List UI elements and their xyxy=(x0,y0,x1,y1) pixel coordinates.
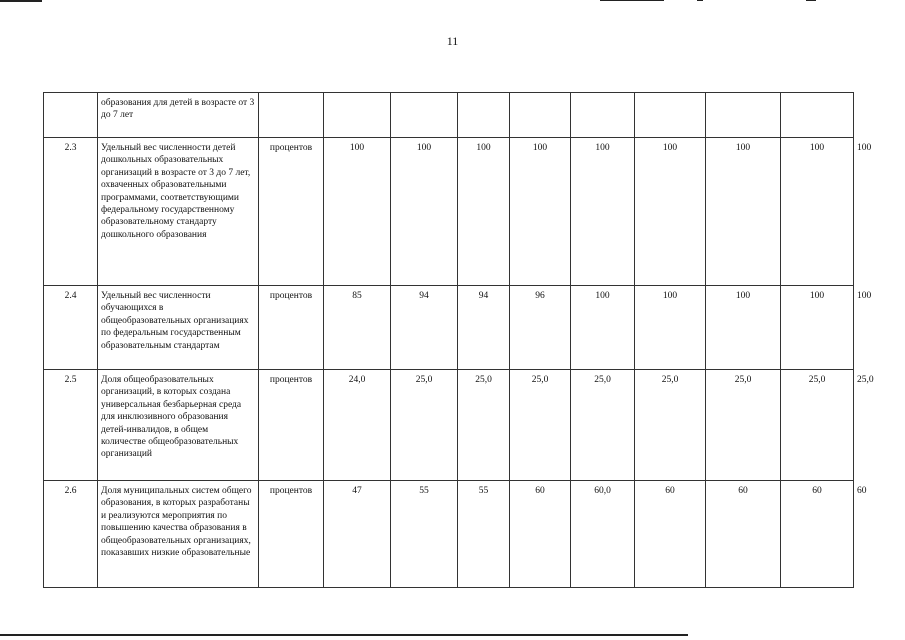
top-scan-line xyxy=(0,0,42,2)
unit-cell: процентов xyxy=(259,481,324,588)
value-cell: 25,0 xyxy=(391,370,458,481)
value-cell: 96 xyxy=(510,286,571,370)
value-cell: 100 xyxy=(706,286,781,370)
unit-cell: процентов xyxy=(259,138,324,286)
value-cell: 24,0 xyxy=(324,370,391,481)
unit-cell: процентов xyxy=(259,370,324,481)
unit-cell xyxy=(259,93,324,138)
value-cell: 55 xyxy=(458,481,510,588)
top-scan-mark xyxy=(697,0,703,1)
value-cell xyxy=(458,93,510,138)
indicator-name-cell: Доля общеобразовательных организаций, в которых создана универсальная безбарьерная среда для инклюзивного образования детей-инвалидов, в общем количестве общеобразовательных организаций xyxy=(98,370,259,481)
value-cell: 100 xyxy=(324,138,391,286)
value-cell: 25,0 xyxy=(458,370,510,481)
value-cell: 25,0 xyxy=(781,370,854,481)
page-number: 11 xyxy=(446,34,459,48)
value-cell: 60 xyxy=(635,481,706,588)
value-cell: 25,0 xyxy=(706,370,781,481)
value-cell xyxy=(510,93,571,138)
table-row xyxy=(44,93,854,138)
value-cell: 94 xyxy=(458,286,510,370)
value-cell: 100 xyxy=(571,286,635,370)
table-row: 2.4 Удельный вес численности обучающихся в общеобразовательных организациях по федеральным государственным образовательным стандартам процентов 85 94 94 96 100 100 100 100 100 xyxy=(44,286,854,370)
value-cell xyxy=(635,93,706,138)
table-row: 2.5 Доля общеобразовательных организаций, в которых создана универсальная безбарьерная среда для инклюзивного образования детей-инвалидов, в общем количестве общеобразовательных организаций процентов 24,0 25,0 25,0 25,0 25,0 25,0 25,0 25,0 25,0 xyxy=(44,370,854,481)
value-cell: 47 xyxy=(324,481,391,588)
value-cell: 25,0 xyxy=(571,370,635,481)
top-scan-mark xyxy=(600,0,664,1)
row-number-cell: 2.4 xyxy=(44,286,98,370)
indicators-table xyxy=(43,92,874,588)
value-cell: 100 xyxy=(571,138,635,286)
row-number-cell: 2.3 xyxy=(44,138,98,286)
value-cell: 60 xyxy=(781,481,854,588)
value-cell xyxy=(324,93,391,138)
row-number-cell: 2.5 xyxy=(44,370,98,481)
table-row: 2.6 Доля муниципальных систем общего образования, в которых разработаны и реализуются мероприятия по повышению качества образования в общеобразовательных организациях, показавших низкие образовательные процентов 47 55 55 60 60,0 60 60 60 60 xyxy=(44,481,854,588)
bottom-scan-line xyxy=(0,634,688,636)
value-cell xyxy=(781,93,854,138)
indicator-name-cell: Удельный вес численности детей дошкольных образовательных организаций в возрасте от 3 до 7 лет, охваченных образовательными программами, соответствующими федеральному государственному образовательному стандарту дошкольного образования xyxy=(98,138,259,286)
indicator-name-cell: Доля муниципальных систем общего образования, в которых разработаны и реализуются мероприятия по повышению качества образования в общеобразовательных организациях, показавших низкие образовательные xyxy=(98,481,259,588)
value-cell: 100 xyxy=(781,138,854,286)
top-scan-mark xyxy=(806,0,816,1)
indicator-name-cell: Удельный вес численности обучающихся в общеобразовательных организациях по федеральным государственным образовательным стандартам xyxy=(98,286,259,370)
row-number-cell xyxy=(44,93,98,138)
value-cell: 100 xyxy=(510,138,571,286)
value-cell: 25,0 xyxy=(635,370,706,481)
value-cell: 60 xyxy=(510,481,571,588)
value-cell xyxy=(571,93,635,138)
value-cell: 60 xyxy=(706,481,781,588)
table-row: 2.3 Удельный вес численности детей дошкольных образовательных организаций в возрасте от 3 до 7 лет, охваченных образовательными программами, соответствующими федеральному государственному образовательному стандарту дошкольного образования процентов 100 100 100 100 100 100 100 100 100 xyxy=(44,138,854,286)
indicator-name-cell: образования для детей в возрасте от 3 до 7 лет xyxy=(98,93,259,138)
value-cell: 100 xyxy=(635,138,706,286)
value-cell xyxy=(706,93,781,138)
value-cell: 25,0 xyxy=(510,370,571,481)
value-cell xyxy=(391,93,458,138)
value-cell: 94 xyxy=(391,286,458,370)
value-cell: 100 xyxy=(706,138,781,286)
value-cell: 55 xyxy=(391,481,458,588)
value-cell: 100 xyxy=(458,138,510,286)
value-cell: 60,0 xyxy=(571,481,635,588)
unit-cell: процентов xyxy=(259,286,324,370)
value-cell: 100 xyxy=(635,286,706,370)
value-cell: 100 xyxy=(781,286,854,370)
value-cell: 85 xyxy=(324,286,391,370)
row-number-cell: 2.6 xyxy=(44,481,98,588)
value-cell: 100 xyxy=(391,138,458,286)
